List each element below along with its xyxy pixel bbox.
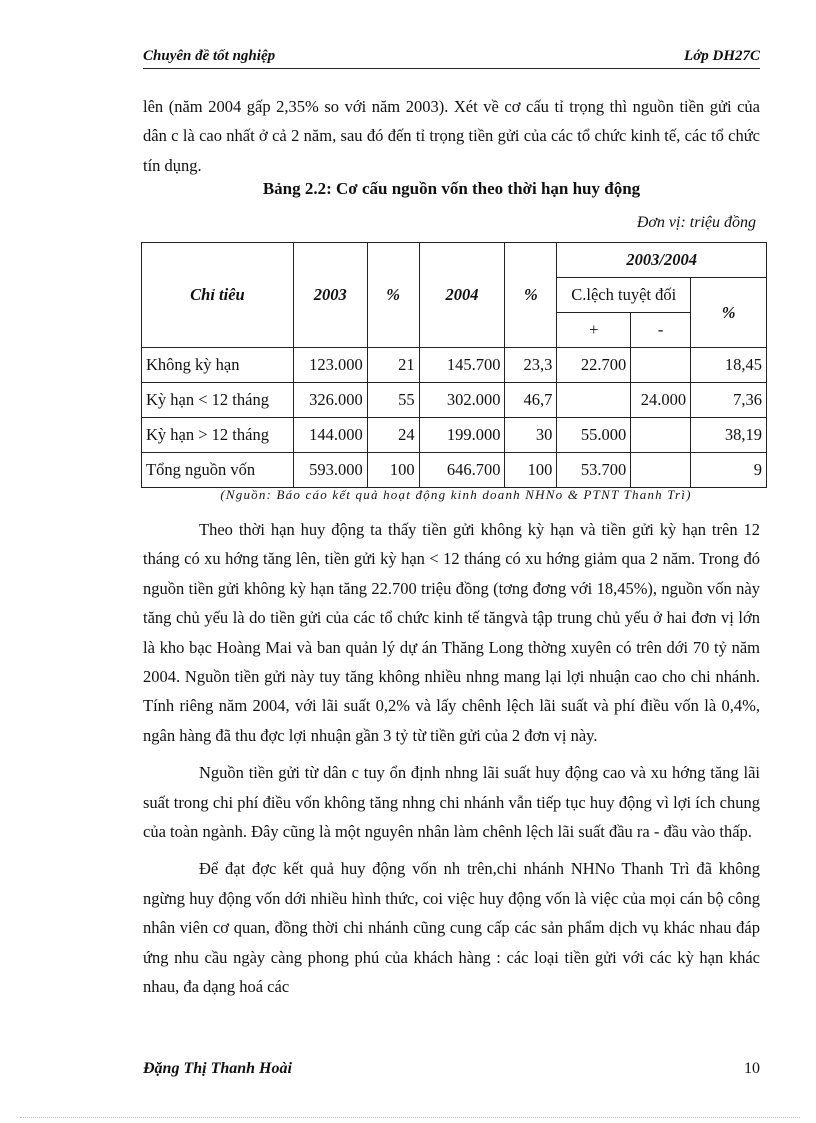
row-label: Kỳ hạn > 12 tháng — [142, 418, 294, 453]
row-label: Không kỳ hạn — [142, 348, 294, 383]
cell-minus: 24.000 — [631, 383, 691, 418]
cell-2003: 123.000 — [293, 348, 367, 383]
table-row — [142, 418, 767, 453]
table-title: Bảng 2.2: Cơ cấu nguồn vốn theo thời hạn huy động — [262, 179, 641, 198]
cell-2003: 326.000 — [293, 383, 367, 418]
paragraph: Nguồn tiền gửi từ dân c tuy ổn định nhng lãi suất huy động cao và xu hớng tăng lãi suất trong chi phí điều vốn không tăng nhng chi nhánh vẫn tiếp tục huy động vì lợi ích chung của toàn ngành. Đây cũng là một nguyên nhân làm chênh lệch lãi suất đầu ra - đầu vào thấp. — [143, 763, 760, 842]
header-pct-2003: % — [367, 243, 419, 348]
table-row — [142, 453, 767, 488]
capital-structure-table — [141, 242, 767, 488]
header-class: Lớp DH27C — [684, 48, 760, 64]
cell-pct-change: 7,36 — [691, 383, 767, 418]
header-pct-2004: % — [505, 243, 557, 348]
header-2004: 2004 — [419, 243, 505, 348]
cell-minus — [631, 418, 691, 453]
cell-pct-2003: 24 — [367, 418, 419, 453]
cell-pct-2004: 30 — [505, 418, 557, 453]
paragraph: Để đạt đợc kết quả huy động vốn nh trên,chi nhánh NHNo Thanh Trì đã không ngừng huy động vốn dới nhiều hình thức, coi việc huy động vốn là việc của mọi cán bộ công nhân viên cơ quan, đồng thời chi nhánh cũng cung cấp các sản phẩm dịch vụ khác nhau đáp ứng nhu cầu ngày càng phong phú của khách hàng : các loại tiền gửi với các kỳ hạn khác nhau, đa dạng hoá các — [143, 859, 760, 997]
cell-plus: 53.700 — [557, 453, 631, 488]
header-abs-diff: C.lệch tuyệt đối — [557, 278, 691, 313]
intro-paragraph — [143, 92, 760, 180]
table-row — [142, 348, 767, 383]
cell-minus — [631, 453, 691, 488]
table-source: (Nguồn: Báo cáo kết quả hoạt động kinh doanh NHNo & PTNT Thanh Trì) — [220, 487, 692, 502]
cell-plus: 22.700 — [557, 348, 631, 383]
cell-pct-change: 18,45 — [691, 348, 767, 383]
cell-minus — [631, 348, 691, 383]
cell-2003: 593.000 — [293, 453, 367, 488]
row-label: Kỳ hạn < 12 tháng — [142, 383, 294, 418]
header-pct-change: % — [691, 278, 767, 348]
footer-author: Đặng Thị Thanh Hoài — [143, 1060, 292, 1077]
cell-2003: 144.000 — [293, 418, 367, 453]
header-minus: - — [631, 313, 691, 348]
header-2003: 2003 — [293, 243, 367, 348]
page-number: 10 — [744, 1060, 760, 1077]
row-label: Tổng nguồn vốn — [142, 453, 294, 488]
page-header — [143, 46, 760, 69]
header-plus: + — [557, 313, 631, 348]
page-bottom-divider — [20, 1117, 800, 1118]
intro-text: lên (năm 2004 gấp 2,35% so với năm 2003). Xét về cơ cấu tỉ trọng thì nguồn tiền gửi của dân c là cao nhất ở cả 2 năm, sau đó đến tỉ trọng tiền gửi của các tổ chức kinh tế, các tổ chức tín dụng. — [143, 97, 760, 175]
paragraph: Theo thời hạn huy động ta thấy tiền gửi không kỳ hạn và tiền gửi kỳ hạn trên 12 tháng có xu hớng tăng lên, tiền gửi kỳ hạn < 12 tháng có xu hớng giảm qua 2 năm. Trong đó nguồn tiền gửi không kỳ hạn tăng 22.700 triệu đồng (tơng đơng với 18,45%), nguồn vốn này tăng chủ yếu là do tiền gửi của các tổ chức kinh tế tăngvà tập trung chủ yếu ở hai đơn vị lớn là kho bạc Hoàng Mai và ban quản lý dự án Thăng Long thờng xuyên có trên dới 70 tỷ năm 2004. Nguồn tiền gửi này tuy tăng không nhiều nhng mang lại lợi nhuận cao cho chi nhánh. Tính riêng năm 2004, với lãi suất 0,2% và lấy chênh lệch lãi suất và phí điều vốn là 0,4%, ngân hàng đã thu đợc lợi nhuận gần 3 tỷ từ tiền gửi của 2 đơn vị này. — [143, 520, 760, 745]
header-title: Chuyên đề tốt nghiệp — [143, 48, 276, 64]
cell-2004: 302.000 — [419, 383, 505, 418]
cell-2004: 145.700 — [419, 348, 505, 383]
table-row — [142, 383, 767, 418]
table-unit: Đơn vị: triệu đồng — [636, 214, 756, 231]
cell-plus: 55.000 — [557, 418, 631, 453]
cell-2004: 199.000 — [419, 418, 505, 453]
cell-pct-2004: 46,7 — [505, 383, 557, 418]
cell-pct-2003: 55 — [367, 383, 419, 418]
page-footer — [143, 1060, 760, 1078]
body-text — [143, 515, 760, 1002]
cell-pct-2004: 23,3 — [505, 348, 557, 383]
cell-pct-2003: 100 — [367, 453, 419, 488]
cell-2004: 646.700 — [419, 453, 505, 488]
header-compare: 2003/2004 — [557, 243, 767, 278]
cell-pct-change: 38,19 — [691, 418, 767, 453]
cell-plus — [557, 383, 631, 418]
cell-pct-change: 9 — [691, 453, 767, 488]
cell-pct-2004: 100 — [505, 453, 557, 488]
header-chi-tieu: Chỉ tiêu — [142, 243, 294, 348]
cell-pct-2003: 21 — [367, 348, 419, 383]
